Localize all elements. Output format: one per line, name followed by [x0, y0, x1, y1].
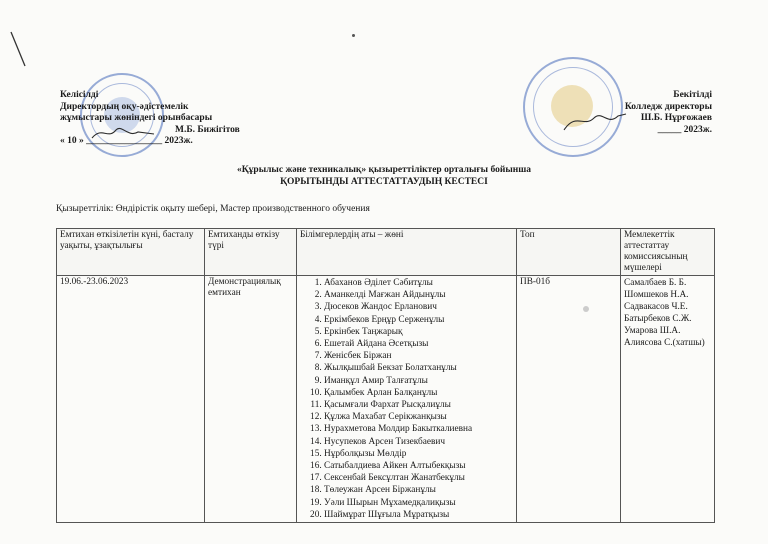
list-item: 6. Ешетай Айдана Әсетқызы [324, 338, 513, 350]
director-title: Колледж директоры [624, 101, 712, 112]
list-item: 12. Құлжа Махабат Серікжанқызы [324, 411, 513, 423]
commission-member: Садвакасов Ч.Е. [624, 302, 688, 312]
pen-mark [8, 30, 28, 70]
commission-member: Алиясова С.(хатшы) [624, 338, 705, 348]
list-item: 9. Иманқұл Амир Талғатұлы [324, 375, 513, 387]
commission-member: Батырбеков С.Ж. [624, 314, 692, 324]
commission-member: Шомшеков Н.А. [624, 290, 689, 300]
approval-right [625, 90, 712, 136]
scan-dot [583, 306, 589, 312]
header-date: Емтихан өткізілетін күні, басталу уақыты, ұзақтылығы [57, 229, 205, 276]
left-signature [88, 122, 158, 144]
qualification-line: Қызыреттілік: Өндірістік оқыту шебері, Мастер производственного обучения [56, 204, 370, 214]
director-name: Ш.Б. Нұрғожаев [640, 113, 712, 123]
table-row [57, 276, 715, 523]
schedule-table [56, 228, 715, 523]
list-item: 4. Еркімбеков Ерңұр Серженұлы [324, 314, 513, 326]
document-title: ҚОРЫТЫНДЫ АТТЕСТАТТАУДЫҢ КЕСТЕСІ [280, 177, 488, 187]
list-item: 18. Төлеужан Арсен Біржанұлы [324, 484, 513, 496]
group-code: ПВ-01б [520, 277, 551, 287]
list-item: 15. Нұрболқызы Мөлдір [324, 448, 513, 460]
list-item: 14. Нусупеков Арсен Тизекбаевич [324, 436, 513, 448]
list-item: 13. Нурахметова Молдир Бакыткалиевна [324, 423, 513, 435]
right-signature [560, 108, 630, 136]
header-group: Топ [517, 229, 621, 276]
list-item: 2. Аманкелді Мағжан Айдынұлы [324, 289, 513, 301]
list-item: 10. Қалымбек Арлан Балқанұлы [324, 387, 513, 399]
header-commission: Мемлекеттік аттестаттау комиссиясының мүшелері [621, 229, 715, 276]
list-item: 20. Шаймұрат Шұғыла Мұратқызы [324, 509, 513, 521]
list-item: 1. Абаханов Әділет Сәбитұлы [324, 277, 513, 289]
list-item: 17. Сексенбай Бексұлтан Жанатбекұлы [324, 472, 513, 484]
center-dot [352, 34, 355, 37]
students-cell [297, 276, 517, 523]
deputy-title-1: Директордың оқу-әдістемелік [60, 101, 189, 112]
exam-dates: 19.06.-23.06.2023 [57, 276, 205, 523]
list-item: 8. Жылқышбай Бекзат Болатханұлы [324, 362, 513, 374]
commission-member: Самалбаев Б. Б. [624, 278, 687, 288]
list-item: 11. Қасымғали Фархат Рысқалиұлы [324, 399, 513, 411]
header-students: Білімгерлердің аты – жөні [297, 229, 517, 276]
left-date: « 10 » ________________ 2023ж. [60, 136, 193, 146]
document-subtitle: «Құрылыс және техникалық» қызыреттіліктер орталығы бойынша [237, 165, 531, 175]
student-list [300, 277, 513, 521]
commission-cell [621, 276, 715, 523]
exam-type: Демонстрациялық емтихан [205, 276, 297, 523]
header-exam-type: Емтиханды өткізу түрі [205, 229, 297, 276]
list-item: 19. Уәли Шырын Мұхамедқалиқызы [324, 497, 513, 509]
deputy-name: М.Б. Бижігітов [175, 124, 240, 135]
list-item: 3. Дюсеков Жандос Ерланович [324, 301, 513, 313]
list-item: 16. Сатыбалдиева Айкен Алтыбекқызы [324, 460, 513, 472]
group-cell [517, 276, 621, 523]
commission-member: Умарова Ш.А. [624, 326, 681, 336]
right-date: _____ 2023ж. [657, 124, 712, 135]
list-item: 7. Женісбек Біржан [324, 350, 513, 362]
approved-label: Бекітілді [673, 90, 712, 100]
right-stamp [523, 57, 623, 157]
agreed-label: Келісілді [60, 90, 99, 100]
list-item: 5. Еркінбек Таңжарық [324, 326, 513, 338]
table-header-row [57, 229, 715, 276]
deputy-title-2: жұмыстары жөніндегі орынбасары [60, 113, 213, 123]
